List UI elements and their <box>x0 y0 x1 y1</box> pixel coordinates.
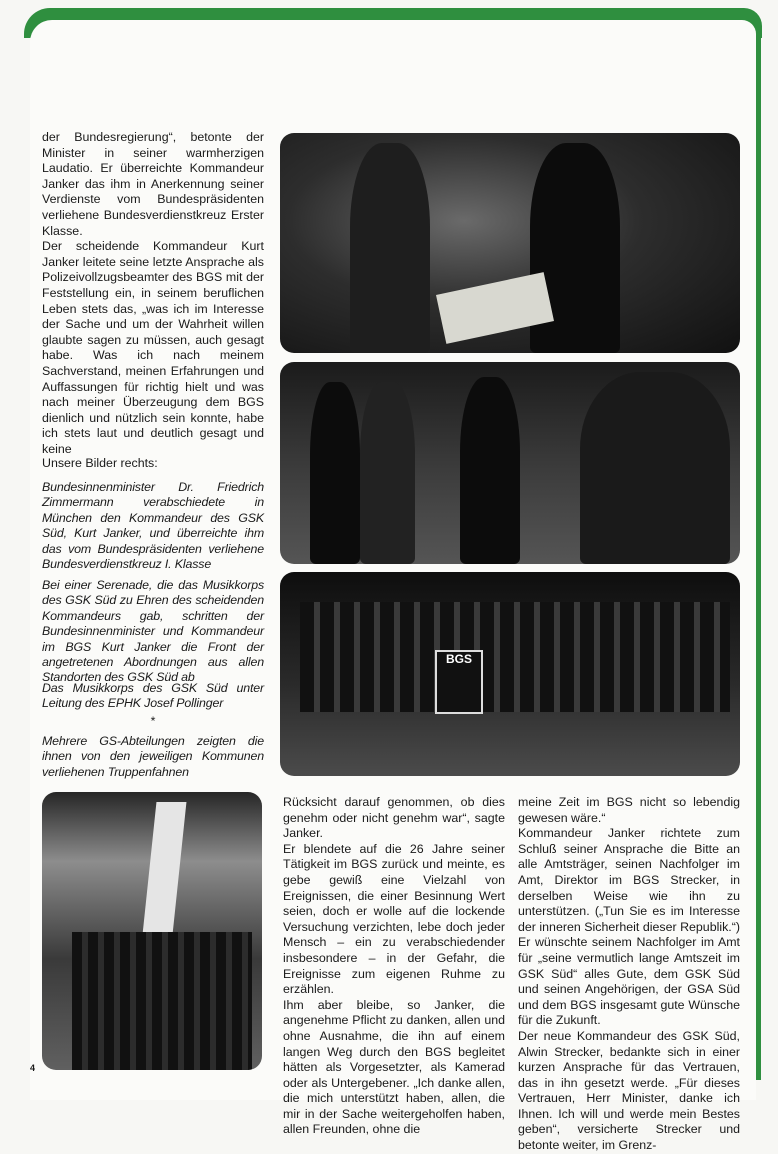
caption-4: Mehrere GS-Abteilungen zeigten die ihnen von den jeweiligen Kommunen verliehenen Truppenfahnen <box>42 734 264 779</box>
green-frame-right <box>756 20 761 1080</box>
caption-3: Das Musikkorps des GSK Süd unter Leitung des EPHK Josef Pollinger <box>42 681 264 711</box>
page-number: 4 <box>30 1063 36 1073</box>
caption-separator: * <box>150 714 156 728</box>
paragraph: Der neue Kommandeur des GSK Süd, Alwin Strecker, bedankte sich in einer kurzen Ansprache für das Vertrauen, das in ihn gesetzt werde. „Für dieses Vertrauen, Herr Minister, danke ich Ihnen. Ich will und werde mein Bestes geben“, versicherte Strecker und betonte weiter, im Grenz- <box>518 1028 740 1153</box>
drum-label: BGS <box>445 652 472 666</box>
paragraph: Er blendete auf die 26 Jahre seiner Tätigkeit im BGS zurück und meinte, es gebe gewiß eine Vielzahl von Ereignissen, die einer Besinnung Wert seien, doch er wolle auf die lockende Versuchung verzichten, lebe doch jeder Mensch – ein zu verabschiedender insbesondere – in der Gefahr, die Ereignisse zum eigenen Ruhme zu erzählen. <box>283 841 505 997</box>
photo-troop-flags <box>42 792 262 1070</box>
photo-music-corps <box>280 572 740 776</box>
paragraph: Kommandeur Janker richtete zum Schluß seiner Ansprache die Bitte an alle Amtsträger, seinen Nachfolger im Amt, Direktor im BGS Strecker, in derselben Weise wie ihn zu unterstützen. („Tun Sie es im Interesse der inneren Sicherheit dieser Republik.“) Er wünschte seinem Nachfolger im Amt für „seine vermutlich lange Amtszeit im GSK Süd“ alles Gute, dem GSK Süd und seinen Angehörigen, der GSA Süd und dem BGS insgesamt gute Wünsche für die Zukunft. <box>518 826 740 1028</box>
paragraph: meine Zeit im BGS nicht so lebendig gewesen wäre.“ <box>518 795 740 825</box>
middle-column-text <box>283 795 505 1138</box>
captions-heading: Unsere Bilder rechts: <box>42 456 158 470</box>
left-column-text <box>42 130 264 457</box>
paragraph: der Bundesregierung“, betonte der Minister in seiner warmherzigen Laudatio. Er überreichte Kommandeur Janker das ihm in Anerkennung seiner Verdienste vom Bundespräsidenten verliehene Bundesverdienstkreuz Erster Klasse. <box>42 130 264 238</box>
paragraph: Ihm aber bleibe, so Janker, die angenehme Pflicht zu danken, allen und ohne Ausnahme, die ihn auf einem langen Weg durch den BGS begleitet hätten als Vorgesetzter, als Kamerad oder als Untergebener. „Ich danke allen, die mich unterstützt haben, allen, die mir in der Sache weitergeholfen haben, allen Freunden, ohne die <box>283 997 505 1137</box>
paragraph: Der scheidende Kommandeur Kurt Janker leitete seine letzte Ansprache als Polizeivollzugsbeamter des BGS mit der Feststellung ein, in seinem beruflichen Leben stets das, „was ich im Interesse der Sache und um der Wahrheit willen glaubte sagen zu müssen, auch gesagt habe. Was ich nach meinem Sachverstand, meinen Erfahrungen und Auffassungen für richtig hielt und was nach meiner Überzeugung dem BGS dienlich und nützlich sein konnte, habe ich stets laut und deutlich gesagt und keine <box>42 239 264 456</box>
drum-bgs <box>435 650 483 714</box>
photo-inspecting-troops <box>280 362 740 564</box>
paragraph: Rücksicht darauf genommen, ob dies genehm oder nicht genehm war“, sagte Janker. <box>283 795 505 841</box>
caption-1: Bundesinnenminister Dr. Friedrich Zimmermann verabschiedete in München den Kommandeur des GSK Süd, Kurt Janker, und überreichte ihm das vom Bundespräsidenten verliehene Bundesverdienstkreuz I. Klasse <box>42 480 264 572</box>
photo-award-ceremony <box>280 133 740 353</box>
caption-2: Bei einer Serenade, die das Musikkorps des GSK Süd zu Ehren des scheidenden Kommandeurs gab, schritten der Bundesinnenminister und Kommandeur im BGS Kurt Janker die Front der angetretenen Abordnungen aus allen Standorten des GSK Süd ab <box>42 578 264 685</box>
